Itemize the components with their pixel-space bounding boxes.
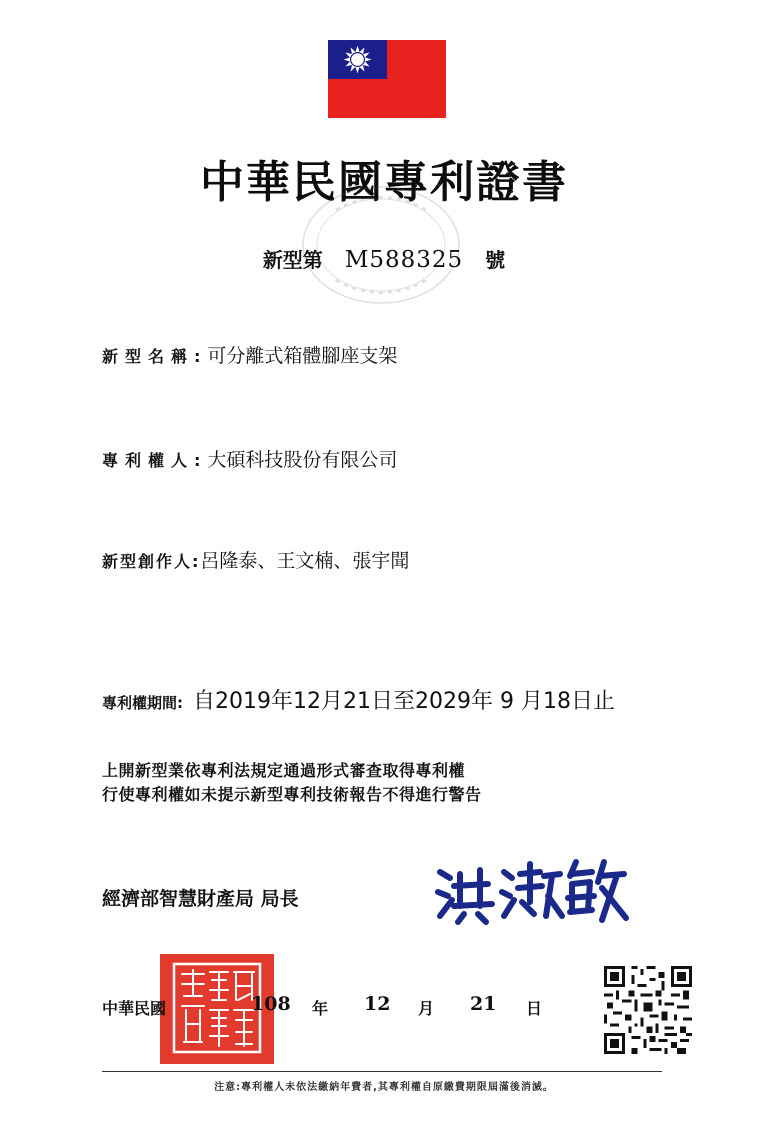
- patent-term-label: 專利權期間:: [102, 694, 183, 712]
- patent-term-value: 自2019年12月21日至2029年 9 月18日止: [193, 689, 615, 714]
- issuing-office: 經濟部智慧財產局 局長: [102, 888, 299, 910]
- issue-date-year: 108: [251, 993, 291, 1015]
- national-flag: [328, 40, 446, 118]
- issue-date-day-unit: 日: [526, 999, 543, 1018]
- issue-date-day: 21: [470, 993, 497, 1015]
- qr-code-icon: [604, 966, 692, 1054]
- patent-number: M588325: [344, 247, 464, 273]
- field-creators-value: 呂隆泰、王文楠、張宇聞: [200, 550, 410, 572]
- field-patentee-label: 專利權人:: [102, 451, 208, 470]
- field-patentee-value: 大碩科技股份有限公司: [207, 449, 398, 471]
- certificate-title: 中華民國專利證書: [200, 157, 568, 208]
- patent-number-prefix: 新型第: [262, 248, 323, 272]
- field-creators: [102, 546, 409, 573]
- notice-line-2: 行使專利權如未提示新型專利技術報告不得進行警告: [102, 785, 482, 804]
- field-name-label: 新型名稱:: [102, 347, 208, 366]
- issue-date-month: 12: [364, 993, 391, 1015]
- field-name-value: 可分離式箱體腳座支架: [207, 345, 398, 367]
- issue-date-era: 中華民國: [102, 999, 167, 1018]
- patent-number-suffix: 號: [485, 248, 506, 272]
- footer-divider: [102, 1071, 662, 1072]
- field-name: [102, 341, 397, 368]
- field-patentee: [102, 445, 397, 472]
- handwritten-signature: [430, 850, 630, 930]
- notice-line-1: 上開新型業依專利法規定通過形式審查取得專利權: [102, 761, 466, 780]
- patent-number-line: [0, 244, 768, 273]
- issue-date-month-unit: 月: [418, 999, 435, 1018]
- field-creators-label: 新型創作人:: [102, 552, 201, 571]
- issue-date-year-unit: 年: [312, 999, 329, 1018]
- patent-term: [102, 684, 615, 715]
- footnote: 注意:專利權人未依法繳納年費者,其專利權自原繳費期限屆滿後消滅。: [214, 1082, 554, 1093]
